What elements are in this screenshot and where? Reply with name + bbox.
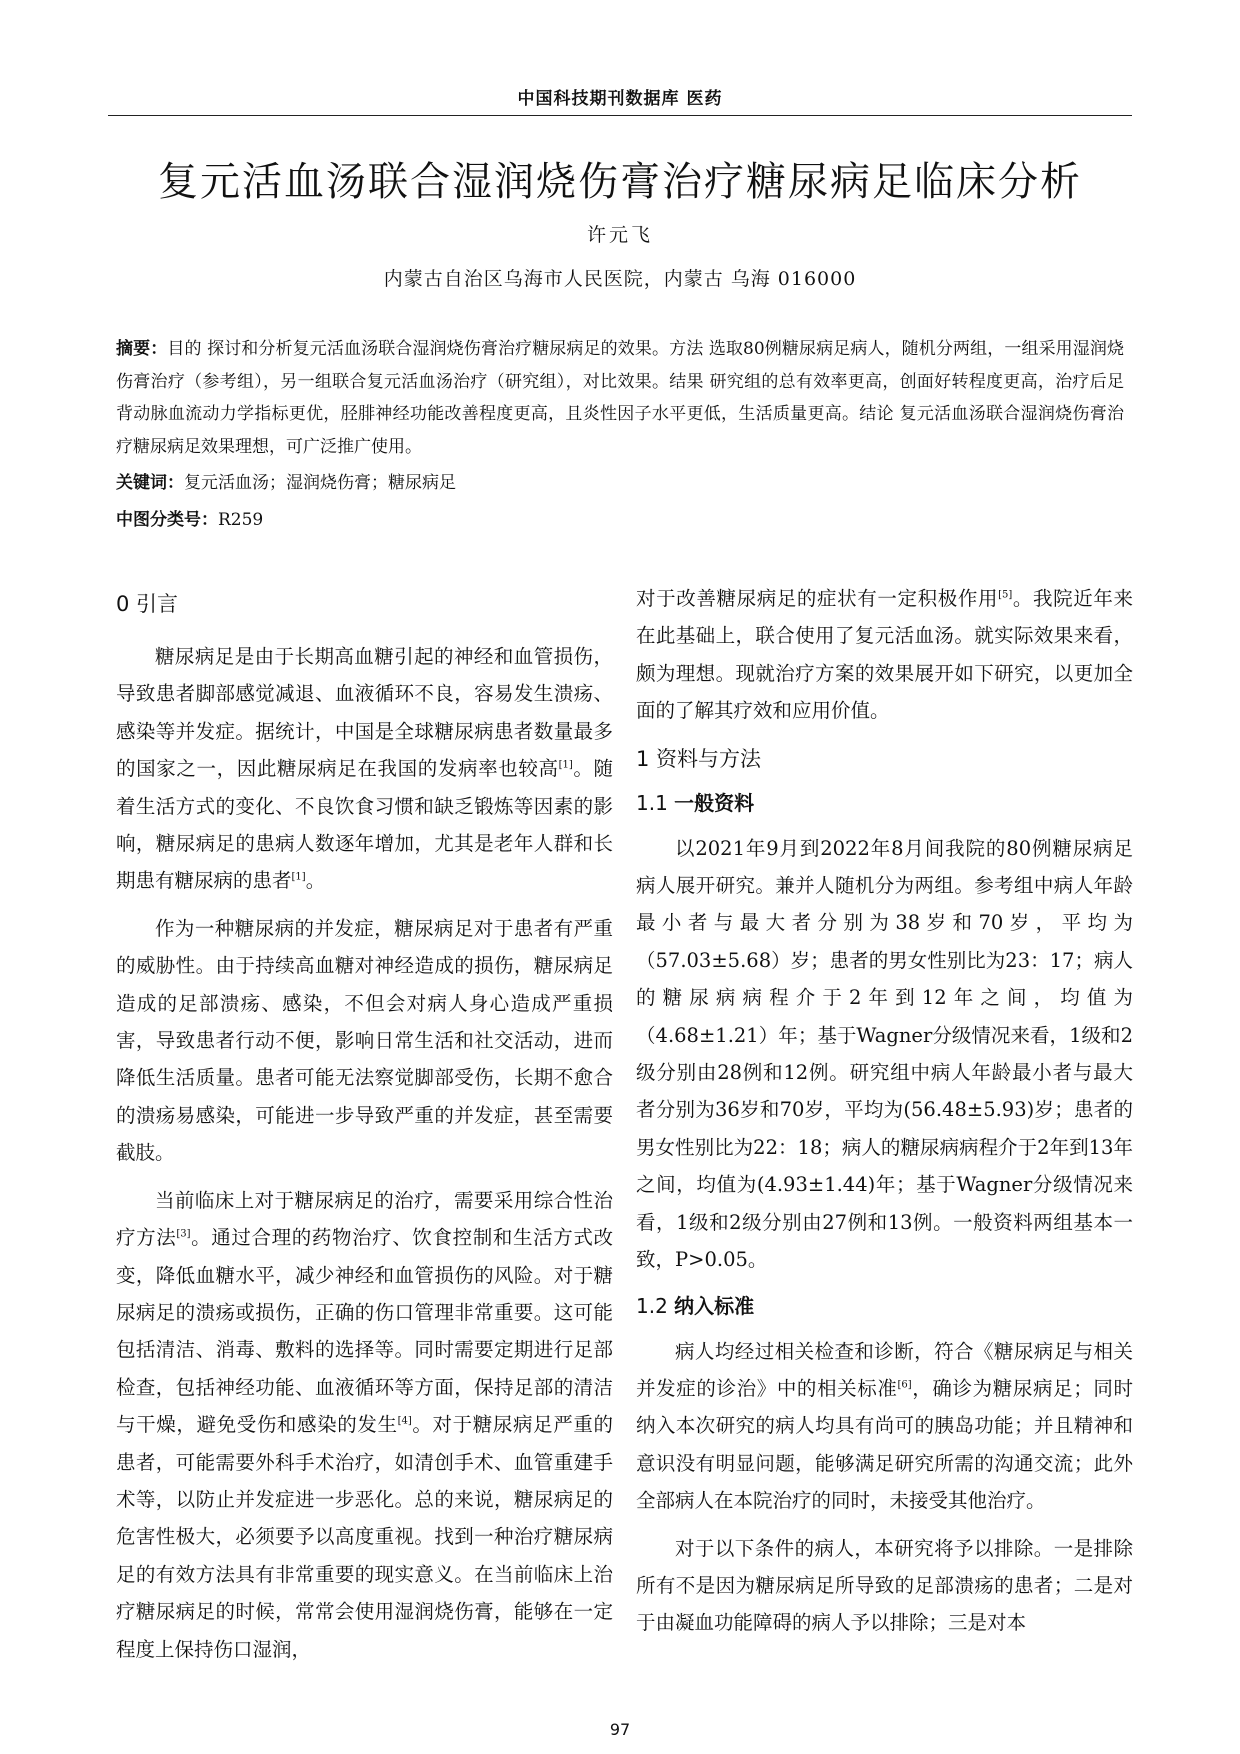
subsection-number: 1.2 xyxy=(636,1293,668,1318)
classification-code: R259 xyxy=(218,509,264,530)
subsection-number: 1.1 xyxy=(636,790,668,815)
subsection-title: 一般资料 xyxy=(674,790,755,815)
citation-marker: [6] xyxy=(897,1379,912,1391)
affiliation: 内蒙古自治区乌海市人民医院，内蒙古 乌海 016000 xyxy=(383,268,857,290)
intro-paragraph-1: 糖尿病足是由于长期高血糖引起的神经和血管损伤，导致患者脚部感觉减退、血液循环不良，容易发生溃疡、感染等并发症。据统计，中国是全球糖尿病患者数量最多的国家之一，因此糖尿病足在我国的发病率也较高[1]。随着生活方式的变化、不良饮食习惯和缺乏锻炼等因素的影响，糖尿病足的患病人数逐年增加，尤其是老年人群和长期患有糖尿病的患者[1]。 xyxy=(116,645,613,893)
intro-continuation: 对于改善糖尿病足的症状有一定积极作用[5]。我院近年来在此基础上，联合使用了复元活血汤。就实际效果来看，颇为理想。现就治疗方案的效果展开如下研究，以更加全面的了解其疗效和应用价值。 xyxy=(636,587,1133,723)
subsection-heading-inclusion xyxy=(636,1289,1133,1323)
subsection-title: 纳入标准 xyxy=(674,1293,755,1318)
journal-header: 中国科技期刊数据库 医药 xyxy=(517,89,723,109)
classification xyxy=(116,504,1124,537)
citation-marker: [5] xyxy=(998,589,1013,601)
keywords-label: 关键词： xyxy=(116,473,184,493)
keywords-text: 复元活血汤；湿润烧伤膏；糖尿病足 xyxy=(184,473,456,493)
right-column xyxy=(636,580,1133,1652)
intro-paragraph-3: 当前临床上对于糖尿病足的治疗，需要采用综合性治疗方法[3]。通过合理的药物治疗、饮食控制和生活方式改变，降低血糖水平，减少神经和血管损伤的风险。对于糖尿病足的溃疡或损伤，正确的伤口管理非常重要。这可能包括清洁、消毒、敷料的选择等。同时需要定期进行足部检查，包括神经功能、血液循环等方面，保持足部的清洁与干燥，避免受伤和感染的发生[4]。对于糖尿病足严重的患者，可能需要外科手术治疗，如清创手术、血管重建手术等，以防止并发症进一步恶化。总的来说，糖尿病足的危害性极大，必须要予以高度重视。找到一种治疗糖尿病足的有效方法具有非常重要的现实意义。在当前临床上治疗糖尿病足的时候，常常会使用湿润烧伤膏，能够在一定程度上保持伤口湿润， xyxy=(116,1188,613,1661)
page-number: 97 xyxy=(609,1720,631,1739)
abstract-block xyxy=(116,333,1124,540)
citation-marker: [1] xyxy=(291,871,306,883)
citation-marker: [4] xyxy=(397,1415,412,1427)
citation-marker: [3] xyxy=(176,1228,191,1240)
section-heading-materials-methods: 1 资料与方法 xyxy=(636,746,762,771)
classification-label: 中图分类号： xyxy=(116,509,218,530)
header-rule xyxy=(108,115,1132,116)
author: 许元飞 xyxy=(586,224,653,246)
citation-marker: [1] xyxy=(558,759,573,771)
abstract xyxy=(116,333,1124,463)
intro-paragraph-2: 作为一种糖尿病的并发症，糖尿病足对于患者有严重的威胁性。由于持续高血糖对神经造成的损伤，糖尿病足造成的足部溃疡、感染，不但会对病人身心造成严重损害，导致患者行动不便，影响日常生活和社交活动，进而降低生活质量。患者可能无法察觉脚部受伤，长期不愈合的溃疡易感染，可能进一步导致严重的并发症，甚至需要截肢。 xyxy=(116,916,613,1165)
abstract-label: 摘要： xyxy=(116,339,168,359)
left-column xyxy=(116,588,613,1678)
paper-title: 复元活血汤联合湿润烧伤膏治疗糖尿病足临床分析 xyxy=(158,159,1082,205)
abstract-text: 目的 探讨和分析复元活血汤联合湿润烧伤膏治疗糖尿病足的效果。方法 选取80例糖尿病足病人，随机分两组，一组采用湿润烧伤膏治疗（参考组），另一组联合复元活血汤治疗（研究组），对比效果。结果 研究组的总有效率更高，创面好转程度更高，治疗后足背动脉血流动力学指标更优，胫腓神经功能改善程度更高，且炎性因子水平更低，生活质量更高。结论 复元活血汤联合湿润烧伤膏治疗糖尿病足效果理想，可广泛推广使用。 xyxy=(116,339,1125,457)
subsection-heading-general-data xyxy=(636,786,1133,820)
exclusion-paragraph: 对于以下条件的病人，本研究将予以排除。一是排除所有不是因为糖尿病足所导致的足部溃疡的患者；二是对于由凝血功能障碍的病人予以排除；三是对本 xyxy=(636,1536,1133,1635)
section-heading-introduction: 0 引言 xyxy=(116,592,179,616)
keywords xyxy=(116,467,1124,500)
general-data-paragraph: 以2021年9月到2022年8月间我院的80例糖尿病足病人展开研究。兼并人随机分为两组。参考组中病人年龄最小者与最大者分别为38岁和70岁，平均为（57.03±5.68）岁；患者的男女性别比为23：17；病人的糖尿病病程介于2年到12年之间，均值为（4.68±1.21）年；基于Wagner分级情况来看，1级和2级分别由28例和12例。研究组中病人年龄最小者与最大者分别为36岁和70岁，平均为(56.48±5.93)岁；患者的男女性别比为22：18；病人的糖尿病病程介于2年到13年之间，均值为(4.93±1.44)年；基于Wagner分级情况来看，1级和2级分别由27例和13例。一般资料两组基本一致，P>0.05。 xyxy=(636,836,1133,1272)
inclusion-paragraph: 病人均经过相关检查和诊断，符合《糖尿病足与相关并发症的诊治》中的相关标准[6]，确诊为糖尿病足；同时纳入本次研究的病人均具有尚可的胰岛功能；并且精神和意识没有明显问题，能够满足研究所需的沟通交流；此外全部病人在本院治疗的同时，未接受其他治疗。 xyxy=(636,1339,1133,1513)
